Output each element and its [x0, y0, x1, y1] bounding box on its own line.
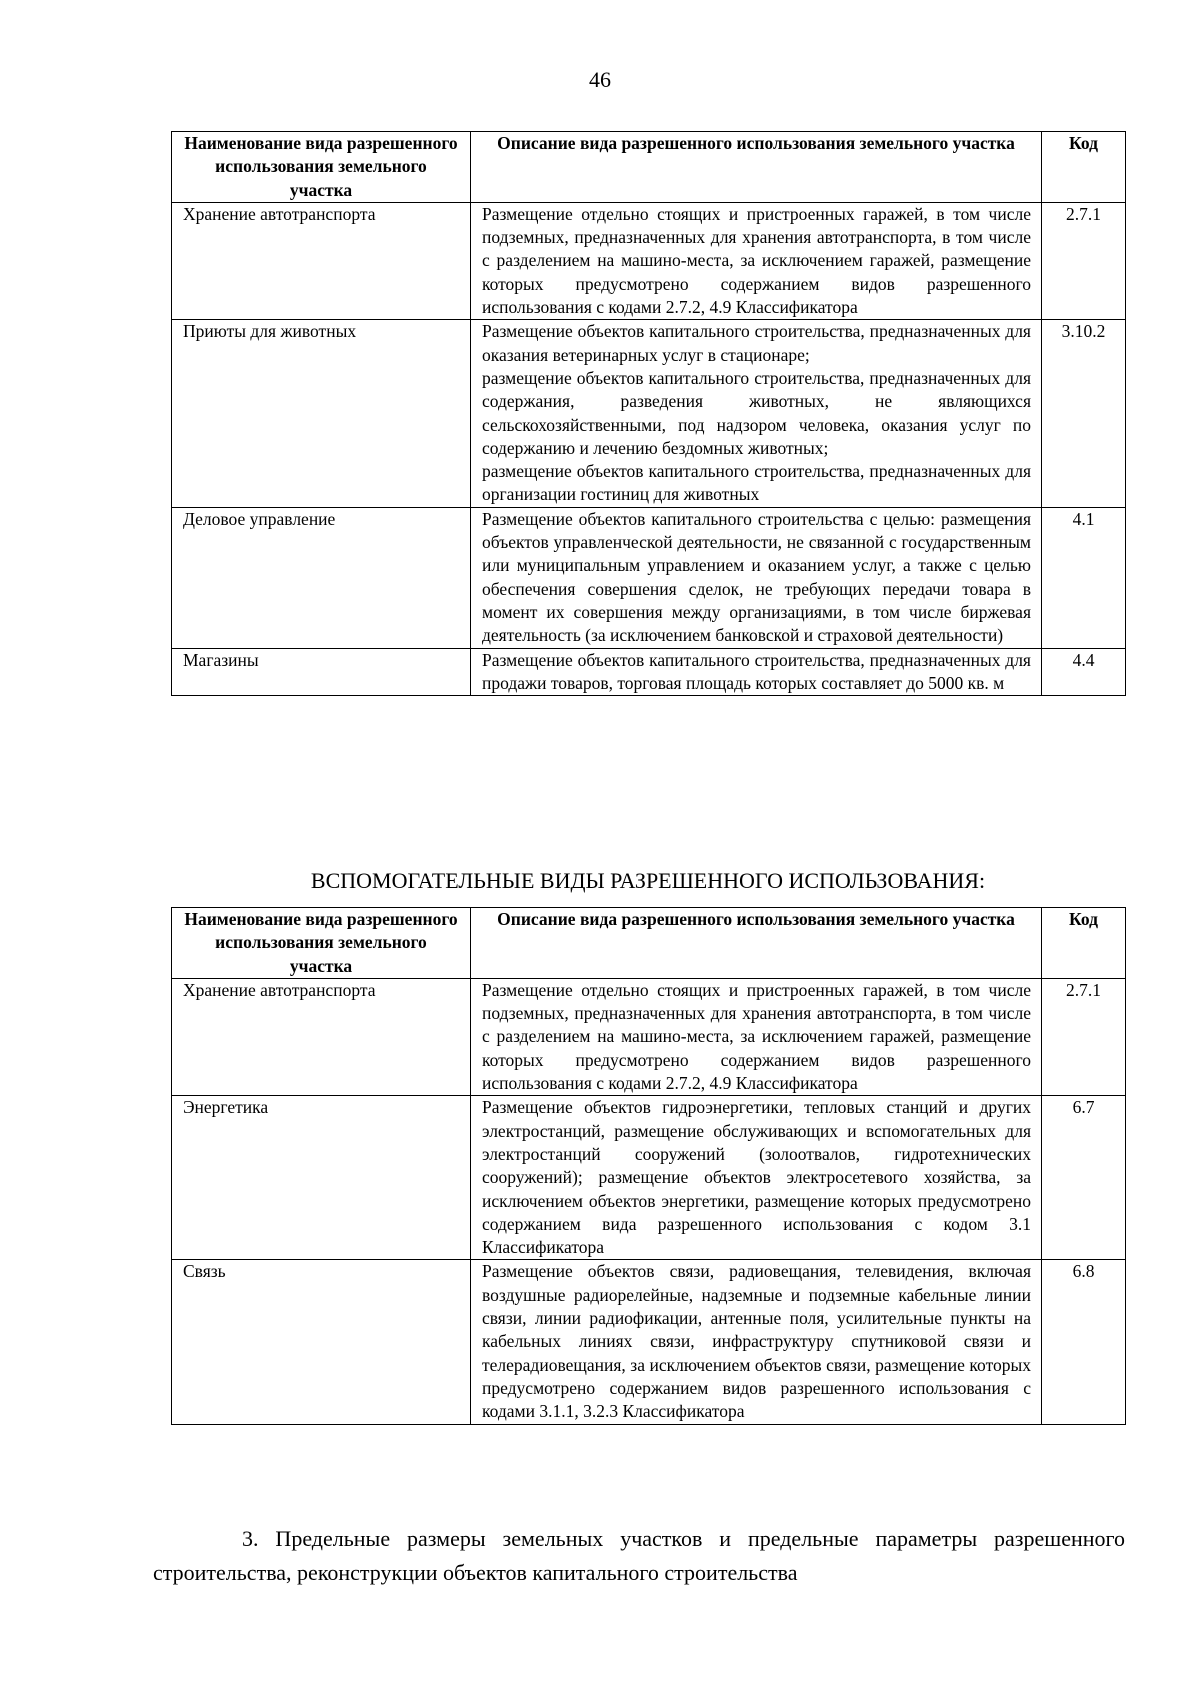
main-uses-table — [171, 131, 1126, 696]
use-name: Хранение автотранспорта — [172, 978, 471, 1095]
table-header-row — [172, 132, 1126, 203]
header-description: Описание вида разрешенного использования земельного участка — [471, 132, 1042, 203]
use-code: 6.8 — [1042, 1260, 1126, 1424]
table-row — [172, 1096, 1126, 1260]
auxiliary-section-title: ВСПОМОГАТЕЛЬНЫЕ ВИДЫ РАЗРЕШЕННОГО ИСПОЛЬЗОВАНИЯ: — [310, 868, 986, 893]
use-name: Энергетика — [172, 1096, 471, 1260]
table-row — [172, 648, 1126, 696]
use-code: 3.10.2 — [1042, 320, 1126, 507]
table-header-row — [172, 908, 1126, 979]
header-code: Код — [1042, 908, 1126, 979]
use-code: 4.4 — [1042, 648, 1126, 696]
use-description: Размещение объектов капитального строительства, предназначенных для продажи товаров, торговая площадь которых составляет до 5000 кв. м — [471, 648, 1042, 696]
use-code: 2.7.1 — [1042, 978, 1126, 1095]
use-name: Связь — [172, 1260, 471, 1424]
use-name: Деловое управление — [172, 507, 471, 648]
header-code: Код — [1042, 132, 1126, 203]
use-description — [471, 320, 1042, 507]
header-name: Наименование вида разрешенного использования земельного участка — [172, 132, 471, 203]
use-code: 4.1 — [1042, 507, 1126, 648]
use-code: 6.7 — [1042, 1096, 1126, 1260]
use-name: Магазины — [172, 648, 471, 696]
table-row — [172, 1260, 1126, 1424]
table-row — [172, 978, 1126, 1095]
use-description: Размещение отдельно стоящих и пристроенных гаражей, в том числе подземных, предназначенных для хранения автотранспорта, в том числе с разделением на машино-места, за исключением гаражей, размещение которых предусмотрено содержанием видов разрешенного использования с кодами 2.7.2, 4.9 Классификатора — [471, 202, 1042, 319]
table-row — [172, 202, 1126, 319]
header-name: Наименование вида разрешенного использования земельного участка — [172, 908, 471, 979]
table-row — [172, 507, 1126, 648]
use-name: Приюты для животных — [172, 320, 471, 507]
description-line: Размещение объектов капитального строительства, предназначенных для оказания ветеринарных услуг в стационаре; — [482, 321, 1031, 365]
use-description: Размещение объектов капитального строительства с целью: размещения объектов управленческой деятельности, не связанной с государственным или муниципальным управлением и оказанием услуг, а также с целью обеспечения совершения сделок, не требующих передачи товара в момент их совершения между организациями, в том числе биржевая деятельность (за исключением банковской и страховой деятельности) — [471, 507, 1042, 648]
description-line: размещение объектов капитального строительства, предназначенных для содержания, разведения животных, не являющихся сельскохозяйственными, под надзором человека, оказания услуг по содержанию и лечению бездомных животных; — [482, 367, 1031, 458]
use-description: Размещение объектов связи, радиовещания, телевидения, включая воздушные радиорелейные, надземные и подземные кабельные линии связи, линии радиофикации, антенные поля, усилительные пункты на кабельных линиях связи, инфраструктуру спутниковой связи и телерадиовещания, за исключением объектов связи, размещение которых предусмотрено содержанием видов разрешенного использования с кодами 3.1.1, 3.2.3 Классификатора — [471, 1260, 1042, 1424]
page-number: 46 — [589, 67, 611, 92]
auxiliary-uses-table — [171, 907, 1126, 1425]
section-paragraph: 3. Предельные размеры земельных участков и предельные параметры разрешенного строительства, реконструкции объектов капитального строительства — [153, 1526, 1125, 1585]
use-description: Размещение отдельно стоящих и пристроенных гаражей, в том числе подземных, предназначенных для хранения автотранспорта, в том числе с разделением на машино-места, за исключением гаражей, размещение которых предусмотрено содержанием видов разрешенного использования с кодами 2.7.2, 4.9 Классификатора — [471, 978, 1042, 1095]
description-line: размещение объектов капитального строительства, предназначенных для организации гостиниц для животных — [482, 461, 1031, 505]
use-name: Хранение автотранспорта — [172, 202, 471, 319]
header-description: Описание вида разрешенного использования земельного участка — [471, 908, 1042, 979]
use-code: 2.7.1 — [1042, 202, 1126, 319]
use-description: Размещение объектов гидроэнергетики, тепловых станций и других электростанций, размещение обслуживающих и вспомогательных для электростанций сооружений (золоотвалов, гидротехнических сооружений); размещение объектов электросетевого хозяйства, за исключением объектов энергетики, размещение которых предусмотрено содержанием вида разрешенного использования с кодом 3.1 Классификатора — [471, 1096, 1042, 1260]
table-row — [172, 320, 1126, 507]
